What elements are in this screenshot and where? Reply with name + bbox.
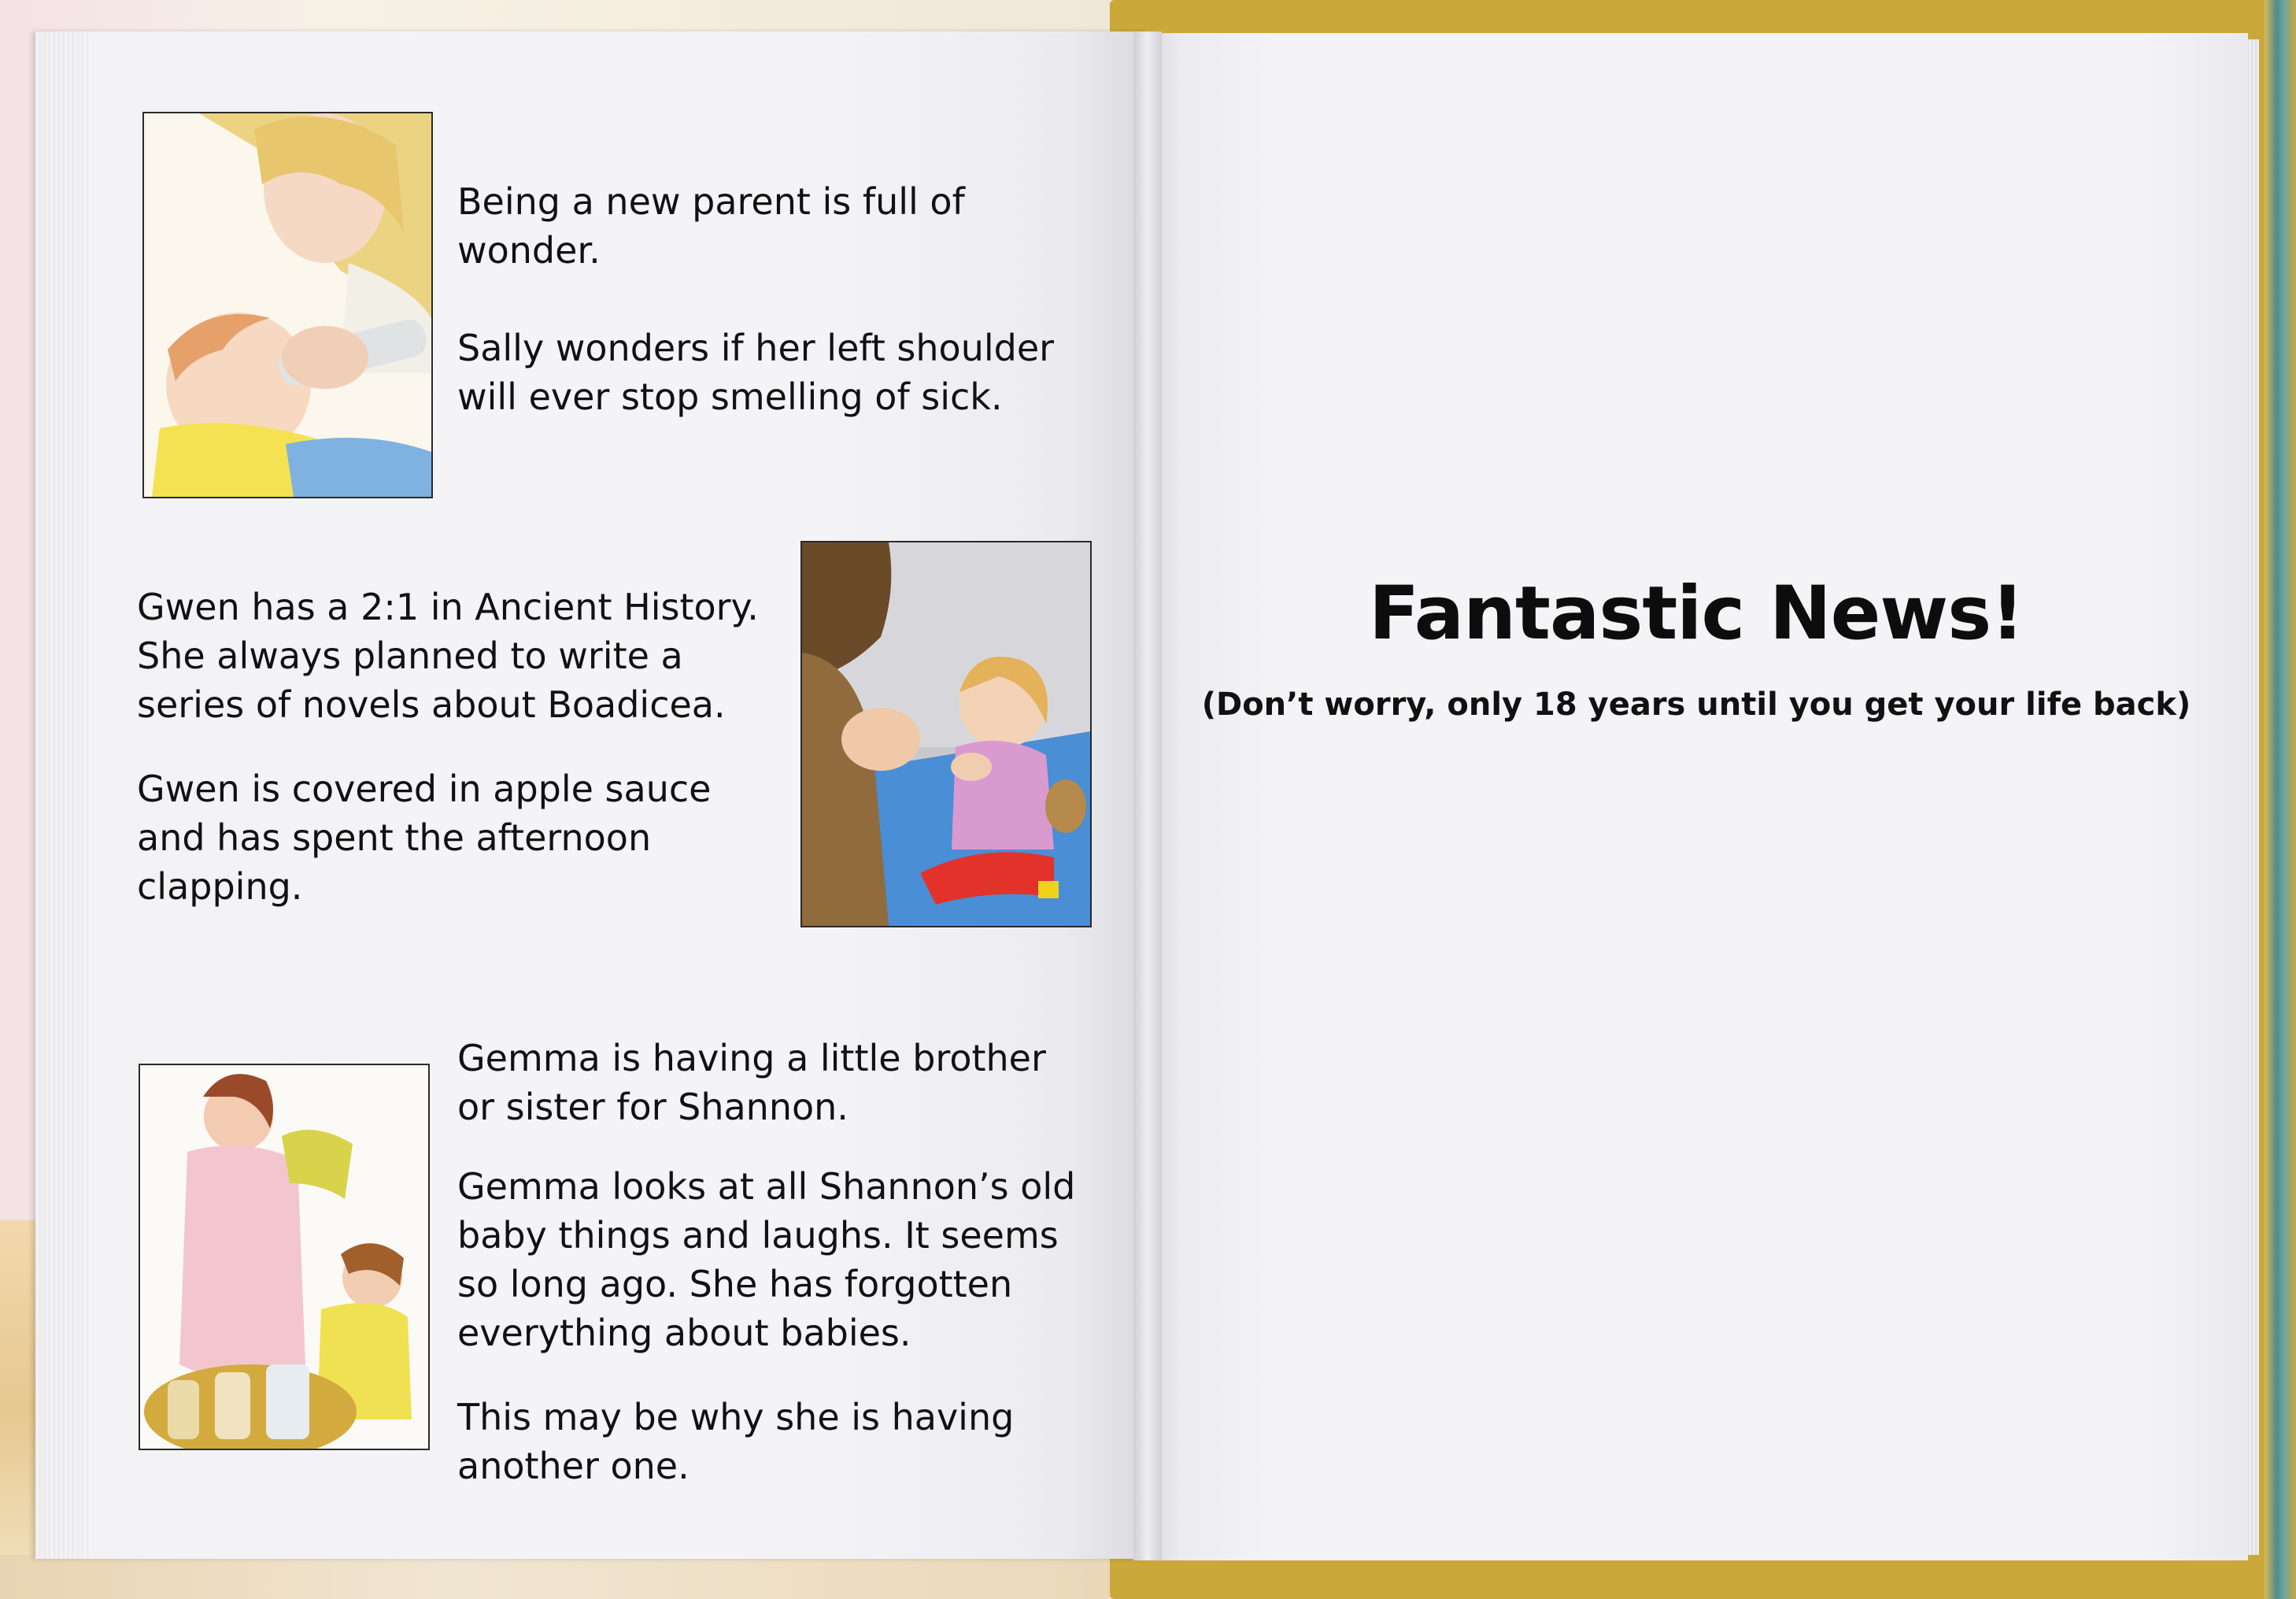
text-block-gwen (137, 583, 782, 911)
mother-and-daughter-image (140, 1065, 428, 1449)
mother-feeding-baby-image (144, 113, 431, 497)
text-gemma-para2: Gemma looks at all Shannon’s old baby things and laughs. It seems so long ago. She has forgotten everything about babies. (457, 1165, 1076, 1354)
text-gemma-para1: Gemma is having a little brother or sister for Shannon. (457, 1037, 1046, 1128)
illustration-mother-feeding-baby (142, 112, 433, 498)
text-gwen-para1: Gwen has a 2:1 in Ancient History. She always planned to write a series of novels about Boadicea. (137, 586, 759, 726)
toddler-clapping-image (802, 542, 1090, 926)
right-page (1148, 33, 2248, 1560)
text-sally-line1: Being a new parent is full of wonder. (457, 180, 965, 272)
text-block-sally (457, 177, 1111, 421)
background-artwork-bottom (0, 1555, 1118, 1599)
page-subtitle: (Don’t worry, only 18 years until you get your life back) (1201, 687, 2191, 723)
illustration-toddler-clapping (800, 541, 1092, 927)
text-gwen-para2: Gwen is covered in apple sauce and has spent the afternoon clapping. (137, 768, 712, 908)
text-sally-line2: Sally wonders if her left shoulder will ever stop smelling of sick. (457, 327, 1055, 418)
text-gemma-para3: This may be why she is having another one. (457, 1396, 1015, 1487)
book-gutter (1133, 31, 1162, 1560)
illustration-mother-and-daughter (139, 1064, 430, 1450)
page-title: Fantastic News! (1368, 571, 2024, 657)
text-block-gemma (457, 1034, 1111, 1490)
